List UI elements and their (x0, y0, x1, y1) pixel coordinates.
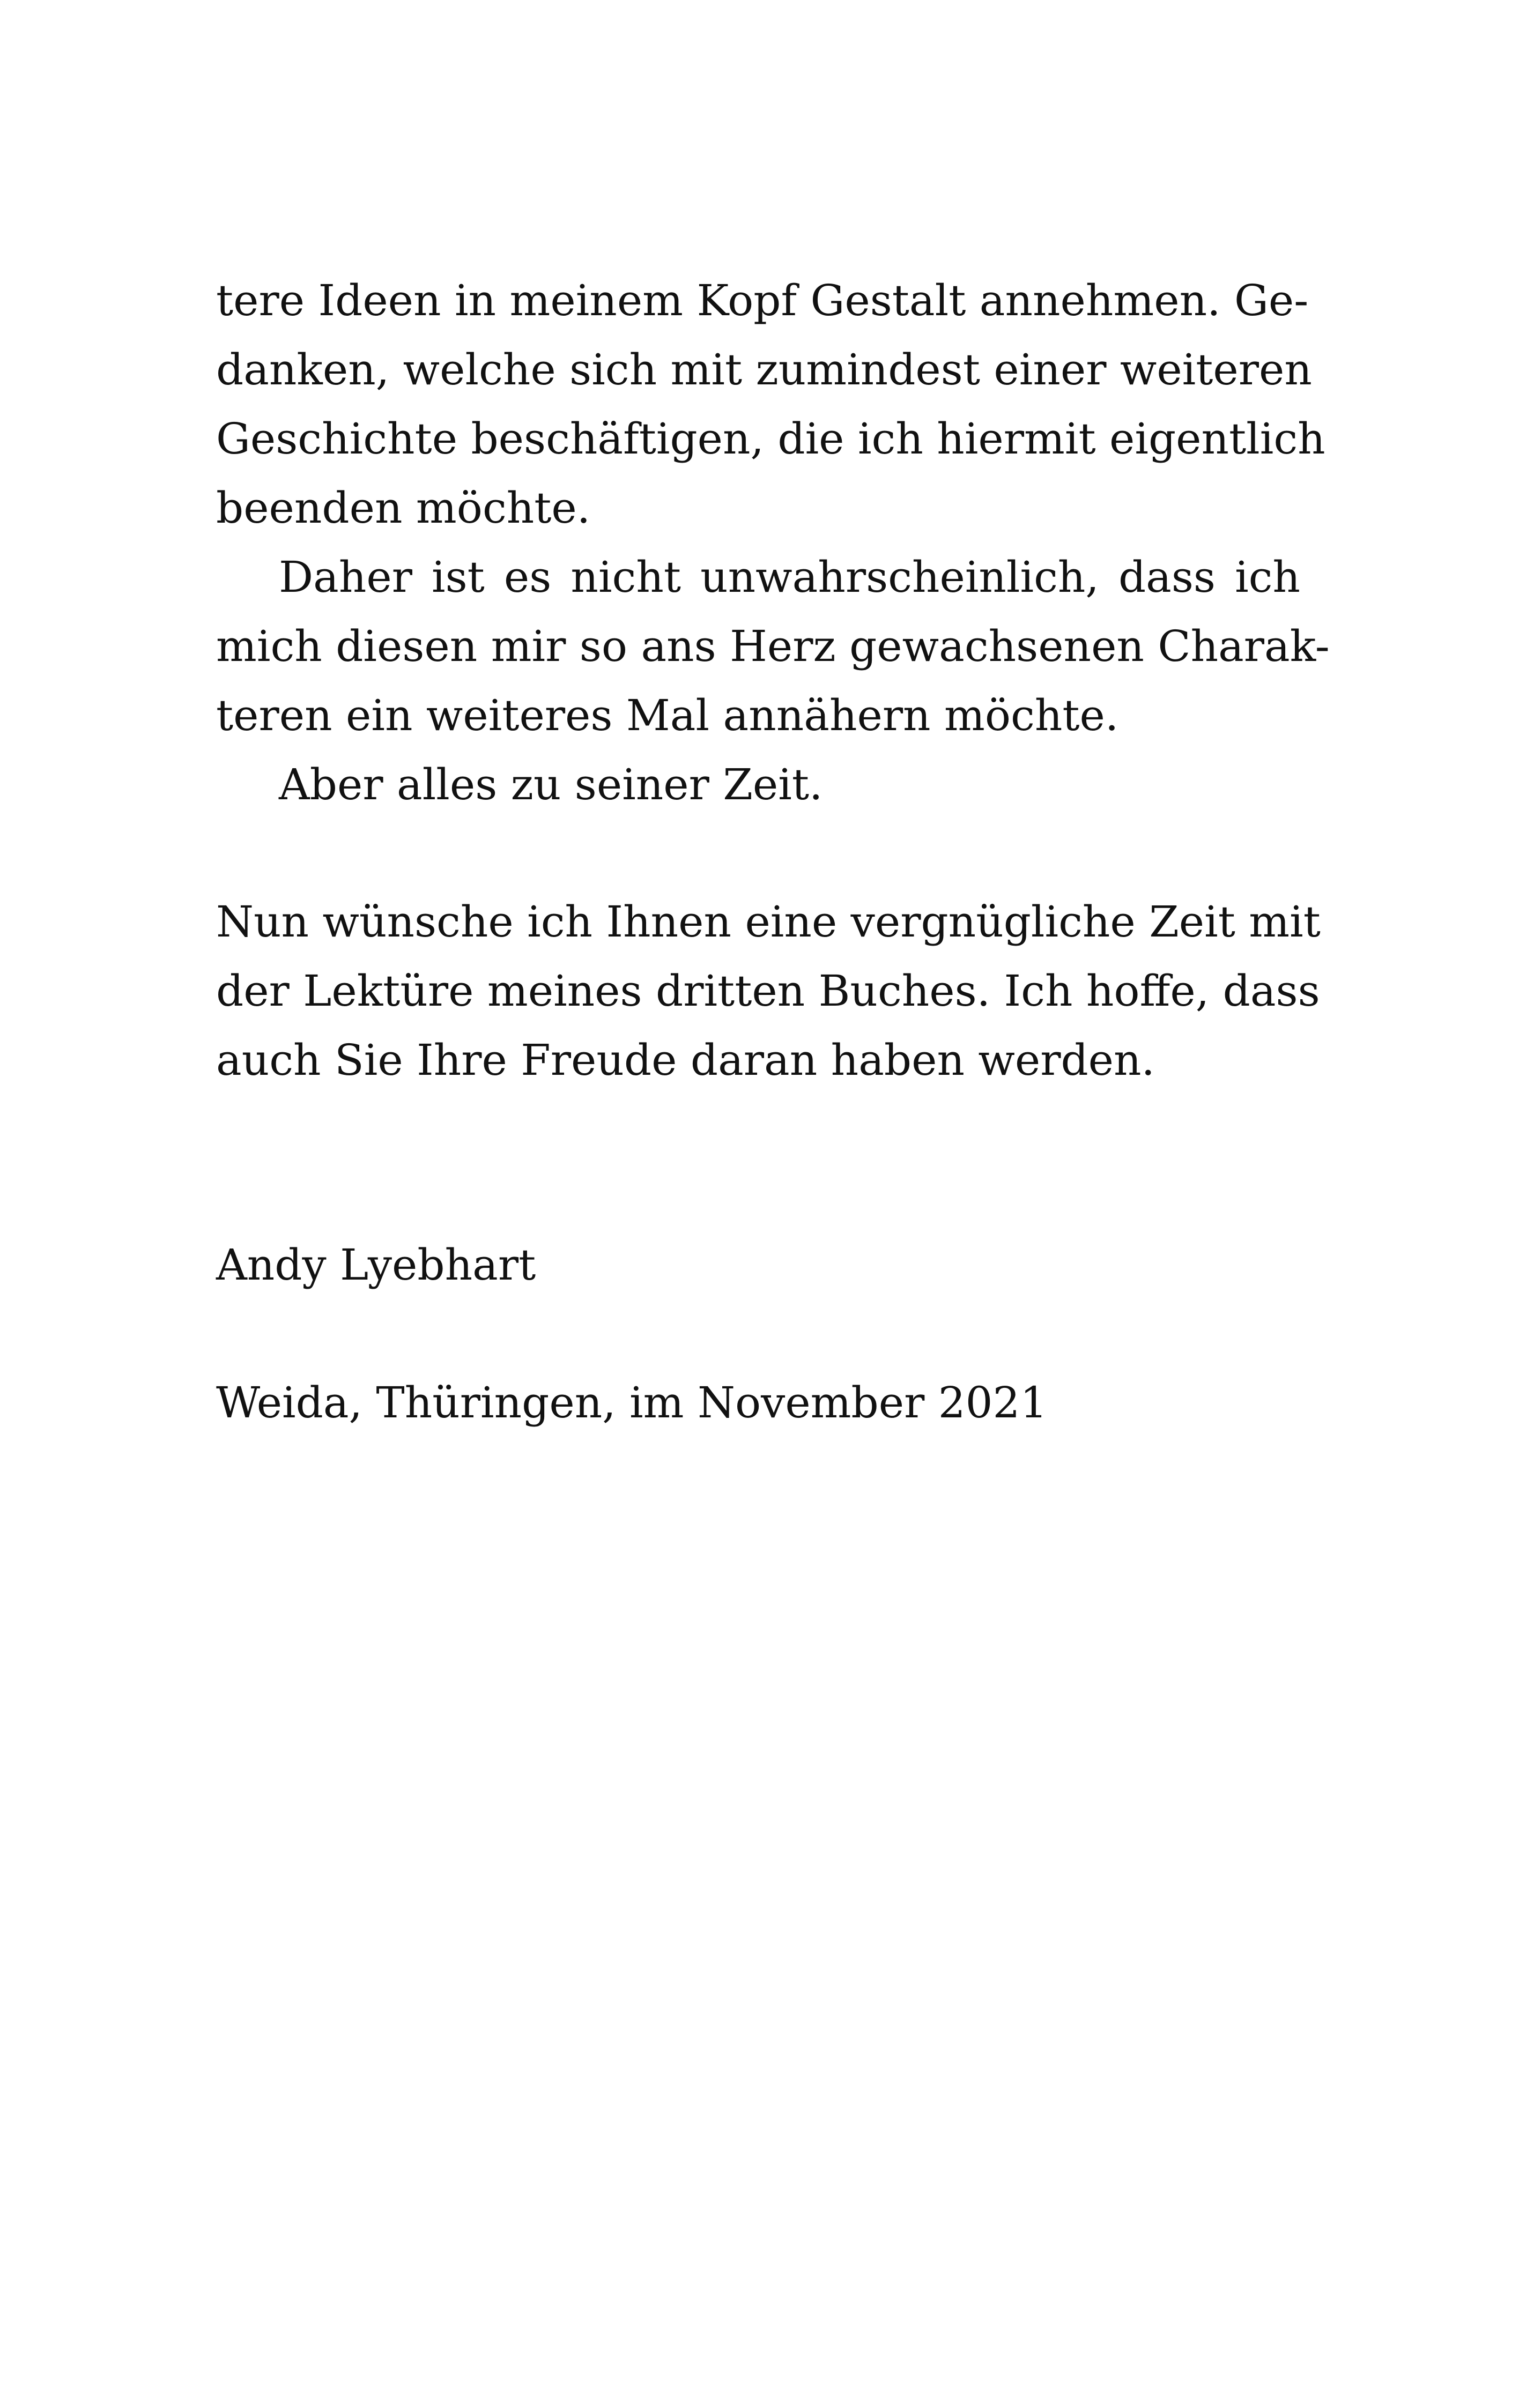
text-line: Geschichte beschäftigen, die ich hiermit eigentlich (216, 414, 1325, 464)
text-line: beenden möchte. (216, 483, 591, 533)
text-line: der Lektüre meines dritten Buches. Ich hoffe, dass (216, 966, 1320, 1016)
place-and-date: Weida, Thüringen, im November 2021 (216, 1378, 1048, 1428)
text-line: Nun wünsche ich Ihnen eine vergnügliche Zeit mit (216, 897, 1321, 947)
text-line: teren ein weiteres Mal annähern möchte. (216, 690, 1119, 740)
text-line: auch Sie Ihre Freude daran haben werden. (216, 1035, 1155, 1085)
author-name: Andy Lyebhart (216, 1240, 536, 1290)
text-line: Daher ist es nicht unwahrscheinlich, dass ich (279, 552, 1300, 602)
text-line: tere Ideen in meinem Kopf Gestalt annehmen. Ge- (216, 276, 1309, 325)
text-line: Aber alles zu seiner Zeit. (279, 760, 823, 809)
text-line: mich diesen mir so ans Herz gewachsenen Charak- (216, 621, 1330, 671)
text-line: danken, welche sich mit zumindest einer weiteren (216, 345, 1312, 395)
